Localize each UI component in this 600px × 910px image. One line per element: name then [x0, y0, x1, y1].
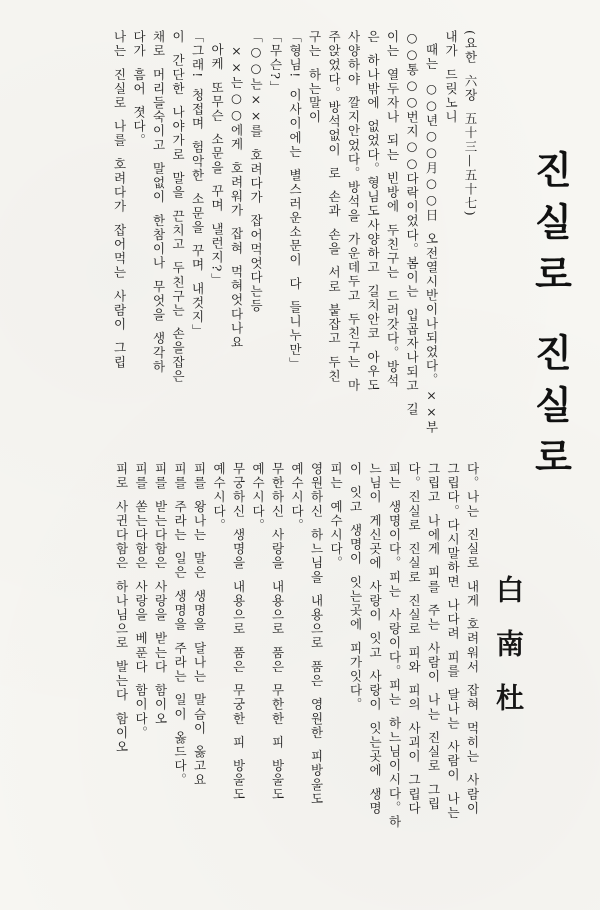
text-line: ○○통○○번지○○다락이었다。봄이는 입곱자나되고 길	[404, 30, 420, 417]
text-line: 피를 쏟는다함은 사랑을 베푼다 함이다。	[133, 462, 149, 740]
author-name: 白南杜	[492, 575, 525, 737]
text-line: 피로 사귄다함은 하나님으로 발는다 함이오	[114, 462, 129, 755]
text-line: 「그래! 청접며 험악한 소문을 꾸며 내것지」	[190, 30, 205, 339]
text-line: 다。진실로 진실로 진실로 피와 피의 사괴이 그립다	[406, 462, 422, 816]
text-line: 이 간단한 나야가로 말을 끈치고 두친구는 손을잡은	[170, 30, 186, 384]
text-line: 내가 드릿노니	[443, 30, 459, 125]
text-line: 무궁하신 생명을 내용으로 품은 무궁한 피 방울도	[231, 462, 246, 802]
text-line: 「무슨?」	[268, 30, 283, 95]
text-line: 아케 또무슨 소문을 꾸며 낼런지?」	[209, 43, 225, 287]
text-line: 느님이 게신곳에 사랑이 잇고 사랑이 잇는곳에 생명	[367, 462, 383, 816]
upper-text-block	[22, 30, 480, 445]
text-line: 「형님! 이사이에는 별스러운소문이 다 들니누만」	[287, 30, 303, 372]
text-line: 「○○는××를 호려다가 잡어먹엇다는등	[248, 30, 264, 313]
text-line: 그립고 나에게 피를 주는 사람이 나는 진실로 그립	[426, 462, 441, 812]
text-line: 예수시다。	[211, 462, 227, 533]
text-line: 피는 생명이다。피는 사랑이다。피는 하느님이시다。하	[387, 462, 402, 830]
text-line: 채로 머리들숙이고 말없이 한참이나 무엇을 생각하	[151, 30, 166, 374]
text-line: 피를 왕나는 말은 생명을 달나는 말슴이 옳고요	[192, 462, 207, 788]
text-line: 영원하신 하느님을 내용으로 품은 영원한 피방울도	[309, 462, 324, 806]
text-line: 주앉었다。방석없이 로 손과 손을 서로 붙잡고 두친	[326, 30, 342, 384]
text-line: ××는○○에게 호려워가 잡혀 먹혀엇다나요	[229, 43, 244, 350]
text-line: 나는 진실로 나를 호려다가 잡어먹는 사람이 그립	[112, 30, 127, 370]
text-line: 이는 열두자나 되는 빈방에 두친구는 드러갓다。방석	[385, 30, 400, 389]
text-line: 그립다。다시말하면 나다려 피를 달나는 사람이 나는	[445, 462, 461, 821]
text-line: 예수시다。	[289, 462, 305, 533]
text-line: 이 잇고 생명이 잇는곳에 피가잇다。	[348, 462, 363, 712]
text-line: 다。나는 진실로 내게 호려워서 잡혀 먹히는 사람이	[465, 462, 480, 816]
text-line: 사양하야 깔지안었다。방석을 가운데두고 두친구는 마	[346, 30, 361, 393]
text-line: 피를 받는다함은 사랑을 받는다 함이오	[153, 462, 168, 726]
text-line: 무한하신 사랑을 내용으로 품은 무한한 피 방울도	[270, 462, 285, 802]
article-title: 진실로 진실로	[528, 150, 572, 490]
lower-text-block	[22, 462, 482, 882]
text-line: 피를 주라는 일은 생명을 주라는 일이 옳드다。	[172, 462, 188, 788]
text-line: 피는 예수시다。	[328, 462, 344, 571]
text-line: 예수시다。	[250, 462, 266, 533]
text-line: 은 하나밖에 없었다。형님도사양하고 길치안코 아우도	[365, 30, 381, 393]
text-line: 다가 흠어 졋다。	[131, 30, 147, 148]
text-line: 때는 ○○년○○月○○日 오전열시반이나되었다。××부	[424, 43, 439, 435]
text-line: 구는 하는말이	[307, 30, 322, 125]
text-line: (요한 六장 五十三—五十七)	[463, 30, 478, 218]
